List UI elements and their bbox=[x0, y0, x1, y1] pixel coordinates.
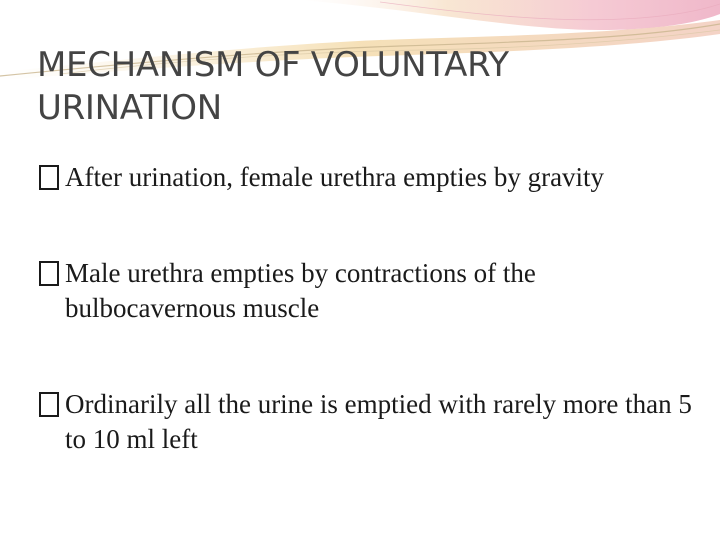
slide-title: MECHANISM OF VOLUNTARY URINATION bbox=[37, 45, 509, 128]
bullet-text: Male urethra empties by contractions of the bulbocavernous muscle bbox=[65, 258, 536, 323]
wave-band-pink bbox=[300, 0, 720, 30]
missing-glyph-icon bbox=[37, 260, 61, 287]
bullet-item bbox=[37, 160, 697, 195]
bullet-item bbox=[37, 387, 697, 457]
bullet-item bbox=[37, 256, 697, 326]
bullet-list bbox=[37, 160, 697, 518]
bullet-text: Ordinarily all the urine is emptied with rarely more than 5 to 10 ml left bbox=[65, 389, 692, 454]
missing-glyph-icon bbox=[37, 391, 61, 418]
missing-glyph-icon bbox=[37, 164, 61, 191]
bullet-text: After urination, female urethra empties by gravity bbox=[65, 162, 605, 192]
